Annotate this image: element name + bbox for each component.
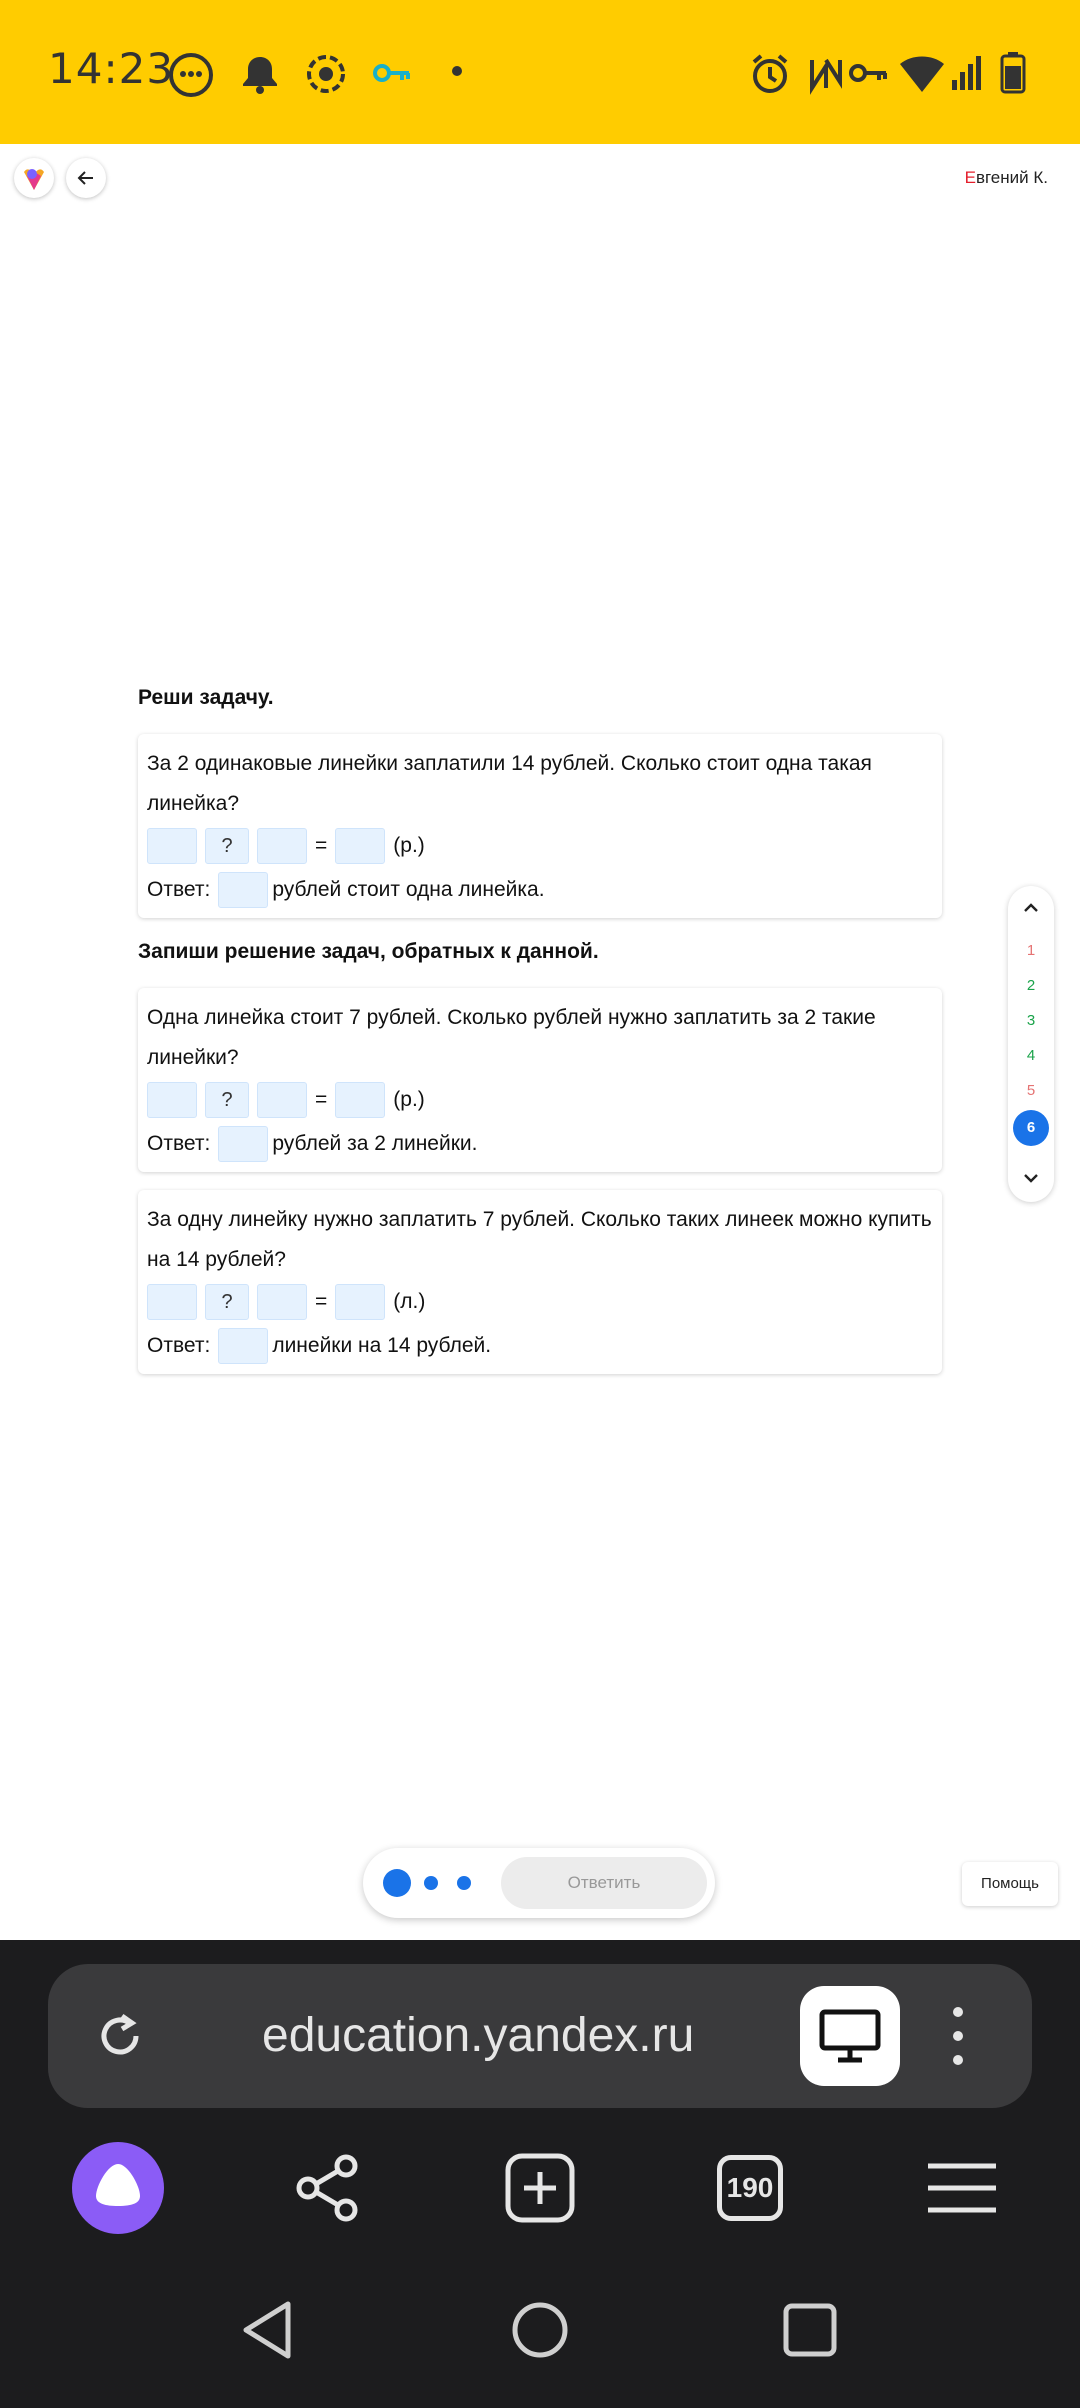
task-text: За 2 одинаковые линейки заплатили 14 рублей. Сколько стоит одна такая линейка? xyxy=(147,752,872,815)
battery-icon xyxy=(1000,52,1026,94)
operator-input[interactable]: ? xyxy=(205,828,249,864)
page-dot[interactable] xyxy=(457,1876,471,1890)
answer-suffix: рублей стоит одна линейка. xyxy=(272,878,545,901)
alice-button[interactable] xyxy=(70,2140,166,2236)
nav-item-5[interactable]: 5 xyxy=(1026,1082,1036,1099)
unit-label: (р.) xyxy=(393,834,425,857)
circle-home-icon xyxy=(510,2300,570,2360)
nfc-icon xyxy=(806,52,846,96)
operand-input-2[interactable] xyxy=(257,1082,307,1118)
answer-suffix: рублей за 2 линейки. xyxy=(272,1132,478,1155)
chat-bubble-icon xyxy=(168,52,214,98)
result-input[interactable] xyxy=(335,1082,385,1118)
answer-input[interactable] xyxy=(218,1126,268,1162)
result-input[interactable] xyxy=(335,1284,385,1320)
system-recents-button[interactable] xyxy=(770,2290,850,2370)
help-button[interactable]: Помощь xyxy=(962,1862,1058,1906)
signal-icon xyxy=(950,52,986,92)
chevron-up-icon[interactable] xyxy=(1021,898,1041,918)
vpn-key-icon xyxy=(848,58,890,88)
system-back-button[interactable] xyxy=(228,2290,308,2370)
operand-input-1[interactable] xyxy=(147,1082,197,1118)
bell-icon xyxy=(238,52,282,96)
address-bar[interactable] xyxy=(48,1964,1032,2108)
system-home-button[interactable] xyxy=(500,2290,580,2370)
user-name[interactable] xyxy=(965,168,1048,188)
equals-sign: = xyxy=(315,834,328,857)
answer-label: Ответ: xyxy=(147,1132,211,1155)
operand-input-2[interactable] xyxy=(257,828,307,864)
page-dot-active[interactable] xyxy=(383,1869,411,1897)
result-input[interactable] xyxy=(335,828,385,864)
plus-square-icon xyxy=(504,2152,576,2224)
answer-row xyxy=(147,1122,933,1166)
page-pager xyxy=(363,1848,715,1918)
alarm-icon xyxy=(748,52,792,96)
operand-input-2[interactable] xyxy=(257,1284,307,1320)
tabs-button[interactable] xyxy=(702,2140,798,2236)
tabs-count: 190 xyxy=(717,2155,783,2221)
answer-input[interactable] xyxy=(218,872,268,908)
nav-item-4[interactable]: 4 xyxy=(1026,1047,1036,1064)
answer-button[interactable]: Ответить xyxy=(501,1857,707,1909)
section-heading: Запиши решение задач, обратных к данной. xyxy=(138,940,599,963)
equation-row xyxy=(147,824,933,868)
operand-input-1[interactable] xyxy=(147,828,197,864)
nav-item-1[interactable]: 1 xyxy=(1026,942,1036,959)
more-vertical-icon[interactable] xyxy=(948,2004,968,2068)
dot-icon xyxy=(450,64,464,78)
task-navigator xyxy=(1008,886,1054,1202)
browser-toolbar xyxy=(0,1940,1080,2408)
operator-input[interactable]: ? xyxy=(205,1082,249,1118)
hamburger-icon xyxy=(926,2160,998,2216)
triangle-back-icon xyxy=(238,2298,298,2362)
task-card-2 xyxy=(138,988,942,1172)
equation-row xyxy=(147,1078,933,1122)
answer-input[interactable] xyxy=(218,1328,268,1364)
unit-label: (л.) xyxy=(393,1290,426,1313)
clock: 14:23 xyxy=(48,44,175,93)
nav-item-3[interactable]: 3 xyxy=(1026,1012,1036,1029)
key-icon xyxy=(372,58,412,88)
nav-item-2[interactable]: 2 xyxy=(1026,977,1036,994)
url-text[interactable]: education.yandex.ru xyxy=(262,2009,695,2062)
equals-sign: = xyxy=(315,1290,328,1313)
user-name-rest: вгений К. xyxy=(975,168,1048,187)
operand-input-1[interactable] xyxy=(147,1284,197,1320)
back-button[interactable] xyxy=(66,158,106,198)
nav-item-6-active[interactable]: 6 xyxy=(1013,1110,1049,1146)
reload-icon[interactable] xyxy=(92,2008,148,2064)
equation-row xyxy=(147,1280,933,1324)
answer-suffix: линейки на 14 рублей. xyxy=(272,1334,492,1357)
operator-input[interactable]: ? xyxy=(205,1284,249,1320)
answer-row xyxy=(147,868,933,912)
user-initial: Е xyxy=(964,168,976,187)
alice-icon xyxy=(72,2142,164,2234)
share-icon xyxy=(292,2152,364,2224)
answer-label: Ответ: xyxy=(147,878,211,901)
chevron-down-icon[interactable] xyxy=(1021,1168,1041,1188)
arrow-left-icon xyxy=(76,168,96,188)
wifi-icon xyxy=(898,52,946,96)
desktop-mode-button[interactable] xyxy=(800,1986,900,2086)
equals-sign: = xyxy=(315,1088,328,1111)
unit-label: (р.) xyxy=(393,1088,425,1111)
monitor-icon xyxy=(818,2008,882,2064)
task-text: За одну линейку нужно заплатить 7 рублей. Сколько таких линеек можно купить на 14 рублей? xyxy=(147,1208,932,1271)
task-card-3 xyxy=(138,1190,942,1374)
square-recents-icon xyxy=(780,2300,840,2360)
page-dot[interactable] xyxy=(424,1876,438,1890)
task-card-1 xyxy=(138,734,942,918)
task-heading: Реши задачу. xyxy=(138,686,274,709)
status-bar xyxy=(0,0,1080,144)
task-text: Одна линейка стоит 7 рублей. Сколько рублей нужно заплатить за 2 такие линейки? xyxy=(147,1006,876,1069)
answer-row xyxy=(147,1324,933,1368)
record-icon xyxy=(304,52,348,96)
yandex-education-logo[interactable] xyxy=(14,158,54,198)
answer-label: Ответ: xyxy=(147,1334,211,1357)
new-tab-button[interactable] xyxy=(492,2140,588,2236)
menu-button[interactable] xyxy=(914,2140,1010,2236)
share-button[interactable] xyxy=(280,2140,376,2236)
